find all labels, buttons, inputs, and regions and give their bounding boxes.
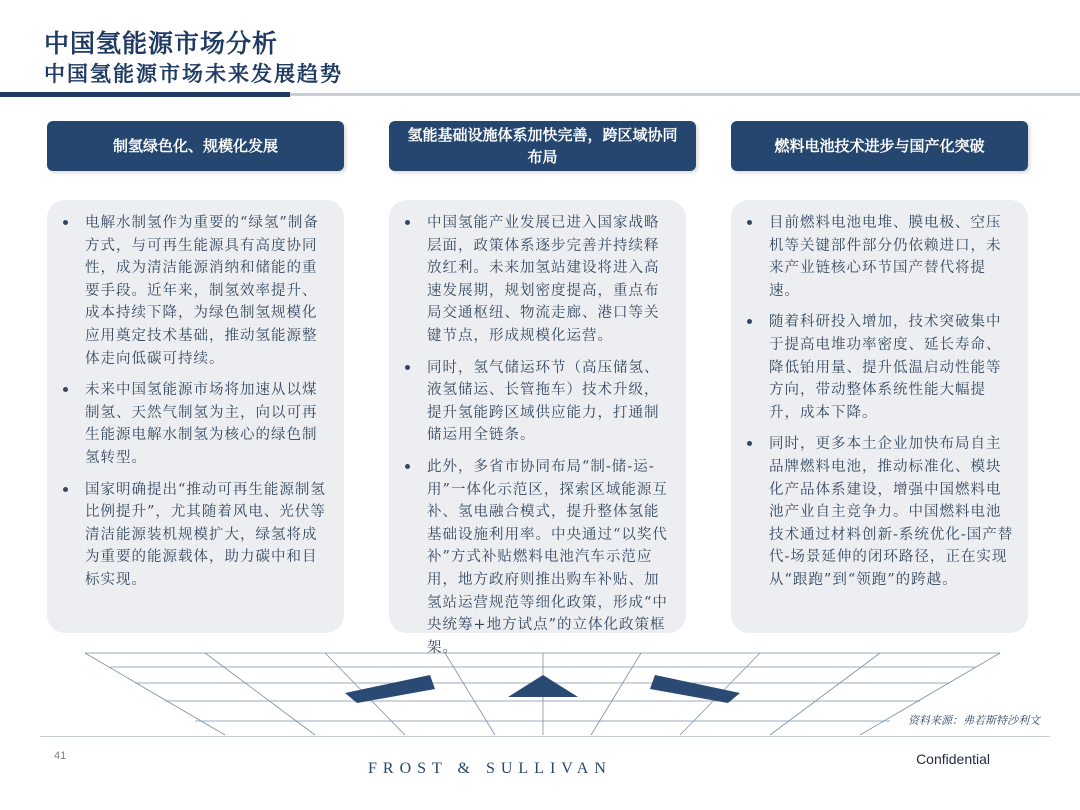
title-rule-light bbox=[290, 93, 1080, 96]
column-3-box bbox=[731, 200, 1028, 633]
column-2-header bbox=[389, 121, 696, 171]
column-2-box bbox=[389, 200, 686, 656]
frost-sullivan-logo: FROST & SULLIVAN bbox=[368, 760, 612, 777]
list-item: 目前燃料电池电堆、膜电极、空压机等关键部件部分仍依赖进口，未来产业链核心环节国产替代将提速。 bbox=[745, 212, 1016, 302]
column-3-heading: 燃料电池技术进步与国产化突破 bbox=[774, 137, 985, 155]
bullet-dot-icon bbox=[405, 464, 410, 469]
list-item: 同时，氢气储运环节（高压储氢、液氢储运、长管拖车）技术升级，提升氢能跨区域供应能力，打通制储运用全链条。 bbox=[403, 357, 674, 447]
column-1-box bbox=[47, 200, 344, 633]
list-item: 国家明确提出“推动可再生能源制氢比例提升”，尤其随着风电、光伏等清洁能源装机规模扩大，绿氢将成为重要的能源载体，助力碳中和目标实现。 bbox=[61, 479, 332, 592]
column-1-header bbox=[47, 121, 344, 171]
confidential-label: Confidential bbox=[916, 751, 990, 767]
bullet-dot-icon bbox=[405, 220, 410, 225]
bullet-dot-icon bbox=[747, 319, 752, 324]
bullet-dot-icon bbox=[63, 220, 68, 225]
bullet-dot-icon bbox=[405, 365, 410, 370]
column-2-bullets bbox=[403, 212, 674, 659]
source-note: 资料来源：弗若斯特沙利文 bbox=[908, 714, 1040, 727]
page-title: 中国氢能源市场分析 bbox=[44, 29, 279, 58]
column-2-heading: 氢能基础设施体系加快完善，跨区域协同布局 bbox=[407, 126, 678, 166]
list-item: 此外，多省市协同布局“制-储-运-用”一体化示范区，探索区域能源互补、氢电融合模式，提升整体氢能基础设施利用率。中央通过“以奖代补”方式补贴燃料电池汽车示范应用，地方政府则推出购车补贴、加氢站运营规范等细化政策，形成“中央统筹+地方试点”的立体化政策框架。 bbox=[403, 456, 674, 659]
perspective-arrows-graphic bbox=[85, 645, 1000, 740]
column-1-heading: 制氢绿色化、规模化发展 bbox=[112, 137, 278, 155]
list-item: 电解水制氢作为重要的“绿氢”制备方式，与可再生能源具有高度协同性，成为清洁能源消纳和储能的重要手段。近年来，制氢效率提升、成本持续下降，为绿色制氢规模化应用奠定技术基础，推动氢能源整体走向低碳可持续。 bbox=[61, 212, 332, 370]
column-3-bullets bbox=[745, 212, 1016, 592]
page-number: 41 bbox=[54, 750, 67, 762]
page-subtitle: 中国氢能源市场未来发展趋势 bbox=[44, 61, 343, 86]
bullet-dot-icon bbox=[63, 387, 68, 392]
column-1-bullets bbox=[61, 212, 332, 592]
list-item: 随着科研投入增加，技术突破集中于提高电堆功率密度、延长寿命、降低铂用量、提升低温启动性能等方向，带动整体系统性能大幅提升，成本下降。 bbox=[745, 311, 1016, 424]
list-item: 中国氢能产业发展已进入国家战略层面，政策体系逐步完善并持续释放红利。未来加氢站建设将进入高速发展期，规划密度提高，重点布局交通枢纽、物流走廊、港口等关键节点，形成规模化运营。 bbox=[403, 212, 674, 348]
bullet-dot-icon bbox=[747, 220, 752, 225]
list-item: 未来中国氢能源市场将加速从以煤制氢、天然气制氢为主，向以可再生能源电解水制氢为核心的绿色制氢转型。 bbox=[61, 379, 332, 469]
bullet-dot-icon bbox=[747, 441, 752, 446]
list-item: 同时，更多本土企业加快布局自主品牌燃料电池，推动标准化、模块化产品体系建设，增强中国燃料电池产业自主竞争力。中国燃料电池技术通过材料创新-系统优化-国产替代-场景延伸的闭环路径，正在实现从“跟跑”到“领跑”的跨越。 bbox=[745, 433, 1016, 591]
column-3-header bbox=[731, 121, 1028, 171]
footer-rule bbox=[40, 736, 1050, 737]
title-rule-dark bbox=[0, 92, 290, 97]
bullet-dot-icon bbox=[63, 487, 68, 492]
